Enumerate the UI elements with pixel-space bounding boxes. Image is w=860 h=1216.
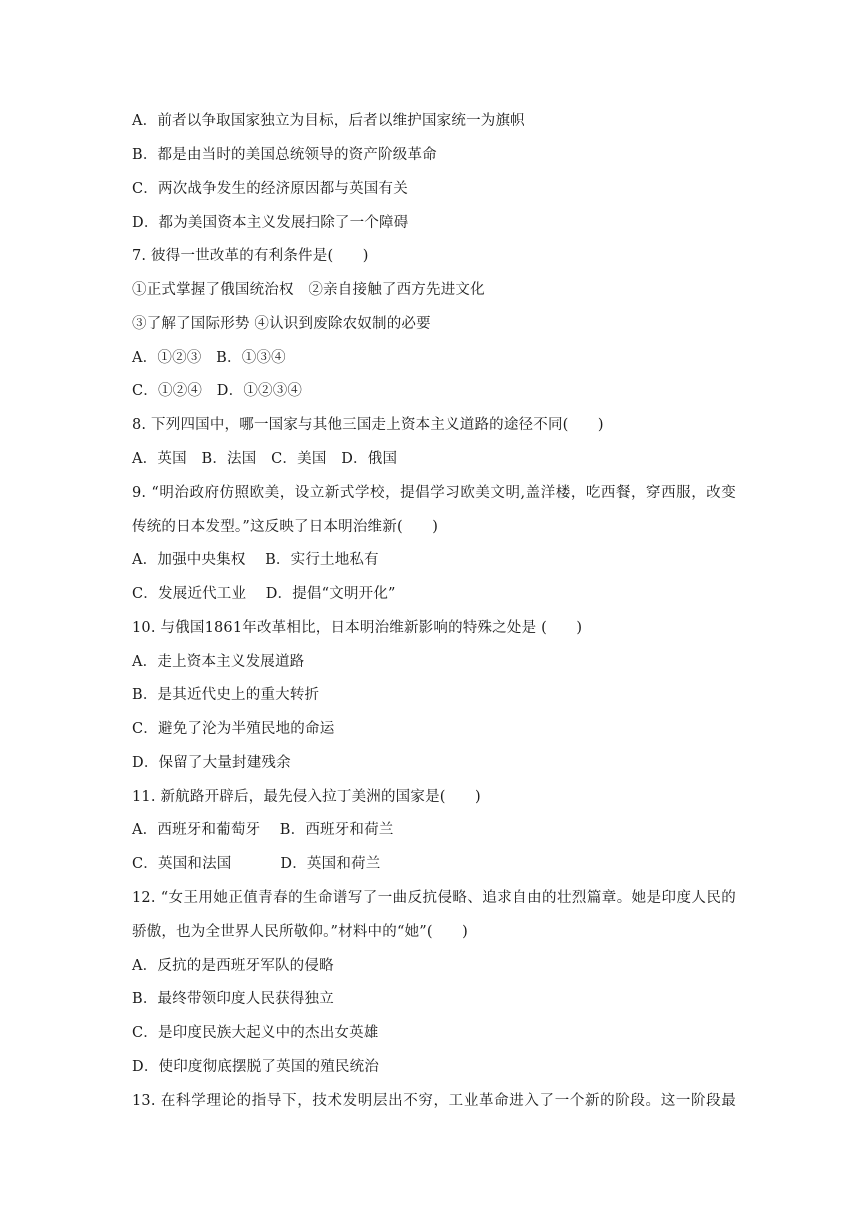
q12-stem-line-1: 12. “女王用她正值青春的生命谱写了一曲反抗侵略、追求自由的壮烈篇章。她是印度人民的	[132, 890, 736, 906]
q11-stem: 11. 新航路开辟后，最先侵入拉丁美洲的国家是( )	[132, 789, 481, 805]
q7-statement-3-4: ③了解了国际形势 ④认识到废除农奴制的必要	[132, 316, 431, 332]
q7-stem: 7. 彼得一世改革的有利条件是( )	[132, 248, 369, 264]
q12-option-b: B．最终带领印度人民获得独立	[132, 991, 334, 1007]
q9-stem-line-1: 9. “明治政府仿照欧美，设立新式学校，提倡学习欧美文明,盖洋楼，吃西餐，穿西服，改变	[132, 485, 736, 501]
q12-option-a: A．反抗的是西班牙军队的侵略	[132, 958, 334, 974]
q10-option-d: D．保留了大量封建残余	[132, 755, 291, 771]
q10-stem: 10. 与俄国1861年改革相比，日本明治维新影响的特殊之处是 ( )	[132, 620, 583, 636]
q6-option-c: C．两次战争发生的经济原因都与英国有关	[132, 181, 408, 197]
q11-options-ab: A．西班牙和葡萄牙 B．西班牙和荷兰	[132, 822, 394, 838]
q8-stem: 8. 下列四国中，哪一国家与其他三国走上资本主义道路的途径不同( )	[132, 417, 604, 433]
q12-option-c: C．是印度民族大起义中的杰出女英雄	[132, 1025, 379, 1041]
q10-option-c: C．避免了沦为半殖民地的命运	[132, 721, 335, 737]
q9-options-cd: C．发展近代工业 D．提倡“文明开化”	[132, 586, 396, 602]
q6-option-b: B．都是由当时的美国总统领导的资产阶级革命	[132, 147, 437, 163]
q10-option-b: B．是其近代史上的重大转折	[132, 687, 320, 703]
q8-options: A．英国 B．法国 C．美国 D．俄国	[132, 451, 398, 467]
q13-stem-line-1: 13. 在科学理论的指导下，技术发明层出不穷，工业革命进入了一个新的阶段。这一阶段最	[132, 1093, 736, 1109]
q7-options-cd: C．①②④ D．①②③④	[132, 383, 303, 399]
q7-statement-1-2: ①正式掌握了俄国统治权 ②亲自接触了西方先进文化	[132, 282, 485, 298]
q11-options-cd: C．英国和法国 D．英国和荷兰	[132, 856, 381, 872]
q10-option-a: A．走上资本主义发展道路	[132, 654, 305, 670]
q9-options-ab: A．加强中央集权 B．实行土地私有	[132, 552, 379, 568]
q12-option-d: D．使印度彻底摆脱了英国的殖民统治	[132, 1059, 380, 1075]
q6-option-d: D．都为美国资本主义发展扫除了一个障碍	[132, 215, 409, 231]
q7-options-ab: A．①②③ B．①③④	[132, 350, 286, 366]
q6-option-a: A．前者以争取国家独立为目标，后者以维护国家统一为旗帜	[132, 113, 525, 129]
q12-stem-line-2: 骄傲，也为全世界人民所敬仰。”材料中的“她”( )	[132, 924, 469, 940]
q9-stem-line-2: 传统的日本发型。”这反映了日本明治维新( )	[132, 519, 439, 535]
